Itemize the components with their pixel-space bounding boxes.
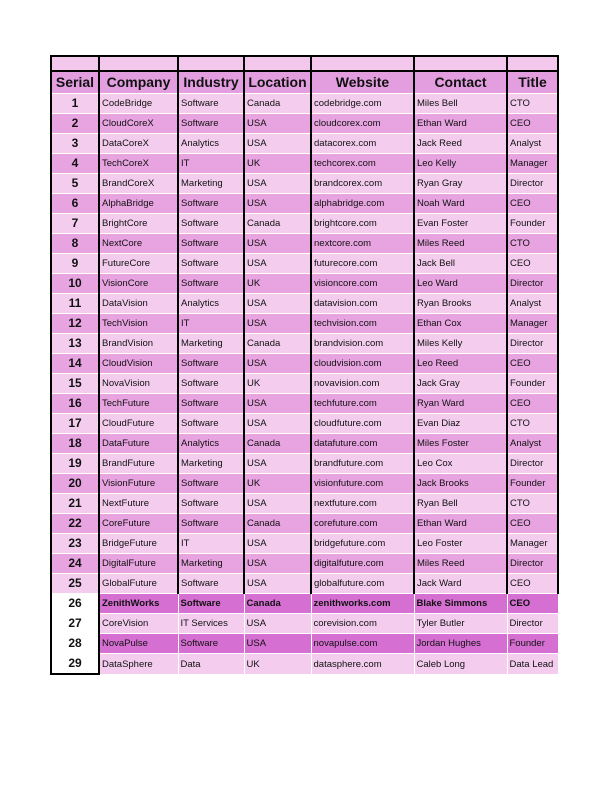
- industry-cell[interactable]: Software: [178, 574, 244, 594]
- header-row: [51, 71, 558, 94]
- website-cell[interactable]: datafuture.com: [311, 434, 414, 454]
- title-cell[interactable]: Founder: [507, 474, 558, 494]
- contact-cell[interactable]: Noah Ward: [414, 194, 507, 214]
- industry-cell[interactable]: Software: [178, 114, 244, 134]
- location-cell[interactable]: USA: [244, 354, 311, 374]
- website-cell[interactable]: brandvision.com: [311, 334, 414, 354]
- industry-cell[interactable]: Software: [178, 474, 244, 494]
- table-row: [51, 194, 558, 214]
- serial-cell[interactable]: 21: [51, 494, 99, 514]
- location-cell[interactable]: USA: [244, 614, 311, 634]
- location-cell[interactable]: USA: [244, 494, 311, 514]
- contact-cell[interactable]: Leo Reed: [414, 354, 507, 374]
- website-cell[interactable]: visionfuture.com: [311, 474, 414, 494]
- serial-cell[interactable]: 16: [51, 394, 99, 414]
- table-row: [51, 554, 558, 574]
- company-cell[interactable]: TechVision: [99, 314, 178, 334]
- contact-cell[interactable]: Evan Diaz: [414, 414, 507, 434]
- title-cell[interactable]: Analyst: [507, 434, 558, 454]
- cell[interactable]: [507, 56, 558, 71]
- contact-cell[interactable]: Jack Bell: [414, 254, 507, 274]
- website-cell[interactable]: datasphere.com: [311, 654, 414, 675]
- industry-cell[interactable]: Marketing: [178, 454, 244, 474]
- website-cell[interactable]: alphabridge.com: [311, 194, 414, 214]
- location-cell[interactable]: Canada: [244, 434, 311, 454]
- table-row: [51, 454, 558, 474]
- table-row: [51, 114, 558, 134]
- company-cell[interactable]: CloudCoreX: [99, 114, 178, 134]
- location-cell[interactable]: Canada: [244, 514, 311, 534]
- company-cell[interactable]: NovaPulse: [99, 634, 178, 654]
- title-cell[interactable]: CTO: [507, 234, 558, 254]
- website-cell[interactable]: futurecore.com: [311, 254, 414, 274]
- website-cell[interactable]: datacorex.com: [311, 134, 414, 154]
- industry-cell[interactable]: Software: [178, 94, 244, 114]
- company-cell[interactable]: GlobalFuture: [99, 574, 178, 594]
- industry-cell[interactable]: Software: [178, 274, 244, 294]
- location-cell[interactable]: USA: [244, 254, 311, 274]
- contact-cell[interactable]: Miles Kelly: [414, 334, 507, 354]
- website-cell[interactable]: novapulse.com: [311, 634, 414, 654]
- location-cell[interactable]: USA: [244, 194, 311, 214]
- contact-cell[interactable]: Evan Foster: [414, 214, 507, 234]
- header-serial[interactable]: Serial: [51, 71, 99, 94]
- website-cell[interactable]: techcorex.com: [311, 154, 414, 174]
- industry-cell[interactable]: Analytics: [178, 434, 244, 454]
- title-cell[interactable]: Founder: [507, 214, 558, 234]
- table-row: [51, 254, 558, 274]
- website-cell[interactable]: techfuture.com: [311, 394, 414, 414]
- website-cell[interactable]: codebridge.com: [311, 94, 414, 114]
- contact-cell[interactable]: Miles Reed: [414, 234, 507, 254]
- table-row: [51, 334, 558, 354]
- industry-cell[interactable]: Software: [178, 254, 244, 274]
- table-row: [51, 474, 558, 494]
- location-cell[interactable]: Canada: [244, 214, 311, 234]
- company-cell[interactable]: DataSphere: [99, 654, 178, 675]
- contact-cell[interactable]: Jack Ward: [414, 574, 507, 594]
- contact-cell[interactable]: Ryan Brooks: [414, 294, 507, 314]
- table-row: [51, 654, 558, 675]
- table-row: [51, 294, 558, 314]
- contact-cell[interactable]: Leo Foster: [414, 534, 507, 554]
- serial-cell[interactable]: 5: [51, 174, 99, 194]
- table-row: [51, 234, 558, 254]
- contact-cell[interactable]: Miles Bell: [414, 94, 507, 114]
- website-cell[interactable]: digitalfuture.com: [311, 554, 414, 574]
- serial-cell[interactable]: 13: [51, 334, 99, 354]
- serial-cell[interactable]: 24: [51, 554, 99, 574]
- industry-cell[interactable]: IT: [178, 154, 244, 174]
- location-cell[interactable]: USA: [244, 454, 311, 474]
- contact-cell[interactable]: Ryan Ward: [414, 394, 507, 414]
- location-cell[interactable]: UK: [244, 654, 311, 675]
- title-cell[interactable]: Data Lead: [507, 654, 558, 675]
- company-cell[interactable]: BrightCore: [99, 214, 178, 234]
- website-cell[interactable]: globalfuture.com: [311, 574, 414, 594]
- company-cell[interactable]: NovaVision: [99, 374, 178, 394]
- contact-cell[interactable]: Miles Reed: [414, 554, 507, 574]
- company-cell[interactable]: CloudFuture: [99, 414, 178, 434]
- table-row: [51, 94, 558, 114]
- company-cell[interactable]: DataCoreX: [99, 134, 178, 154]
- website-cell[interactable]: brandcorex.com: [311, 174, 414, 194]
- serial-cell[interactable]: 15: [51, 374, 99, 394]
- location-cell[interactable]: USA: [244, 394, 311, 414]
- website-cell[interactable]: corevision.com: [311, 614, 414, 634]
- serial-cell[interactable]: 7: [51, 214, 99, 234]
- company-cell[interactable]: CodeBridge: [99, 94, 178, 114]
- industry-cell[interactable]: Software: [178, 414, 244, 434]
- industry-cell[interactable]: Marketing: [178, 554, 244, 574]
- table-row: [51, 514, 558, 534]
- title-cell[interactable]: CEO: [507, 114, 558, 134]
- company-cell[interactable]: BrandFuture: [99, 454, 178, 474]
- table-row: [51, 434, 558, 454]
- table-row: [51, 134, 558, 154]
- title-cell[interactable]: Director: [507, 454, 558, 474]
- contact-cell[interactable]: Leo Ward: [414, 274, 507, 294]
- contact-cell[interactable]: Leo Kelly: [414, 154, 507, 174]
- title-cell[interactable]: CEO: [507, 194, 558, 214]
- company-cell[interactable]: BrandVision: [99, 334, 178, 354]
- contact-cell[interactable]: Ethan Ward: [414, 114, 507, 134]
- serial-cell[interactable]: 20: [51, 474, 99, 494]
- title-cell[interactable]: CTO: [507, 494, 558, 514]
- serial-cell[interactable]: 12: [51, 314, 99, 334]
- serial-cell[interactable]: 17: [51, 414, 99, 434]
- industry-cell[interactable]: Software: [178, 394, 244, 414]
- company-cell[interactable]: BrandCoreX: [99, 174, 178, 194]
- table-row: [51, 274, 558, 294]
- contact-cell[interactable]: Ryan Bell: [414, 494, 507, 514]
- location-cell[interactable]: Canada: [244, 594, 311, 614]
- contact-cell[interactable]: Jordan Hughes: [414, 634, 507, 654]
- location-cell[interactable]: USA: [244, 114, 311, 134]
- company-cell[interactable]: NextCore: [99, 234, 178, 254]
- cell[interactable]: [99, 56, 178, 71]
- industry-cell[interactable]: Analytics: [178, 294, 244, 314]
- title-cell[interactable]: Director: [507, 554, 558, 574]
- industry-cell[interactable]: Software: [178, 374, 244, 394]
- contact-cell[interactable]: Ryan Gray: [414, 174, 507, 194]
- website-cell[interactable]: corefuture.com: [311, 514, 414, 534]
- title-cell[interactable]: CEO: [507, 514, 558, 534]
- contact-cell[interactable]: Caleb Long: [414, 654, 507, 675]
- cell[interactable]: [178, 56, 244, 71]
- industry-cell[interactable]: Analytics: [178, 134, 244, 154]
- company-cell[interactable]: VisionCore: [99, 274, 178, 294]
- serial-cell[interactable]: 10: [51, 274, 99, 294]
- serial-cell[interactable]: 23: [51, 534, 99, 554]
- industry-cell[interactable]: Software: [178, 214, 244, 234]
- contact-cell[interactable]: Miles Foster: [414, 434, 507, 454]
- industry-cell[interactable]: Software: [178, 194, 244, 214]
- cell[interactable]: [414, 56, 507, 71]
- header-industry[interactable]: Industry: [178, 71, 244, 94]
- contact-cell[interactable]: Tyler Butler: [414, 614, 507, 634]
- company-cell[interactable]: VisionFuture: [99, 474, 178, 494]
- title-cell[interactable]: Founder: [507, 634, 558, 654]
- cell[interactable]: [244, 56, 311, 71]
- title-cell[interactable]: CTO: [507, 94, 558, 114]
- location-cell[interactable]: USA: [244, 414, 311, 434]
- serial-cell[interactable]: 11: [51, 294, 99, 314]
- table-row: [51, 534, 558, 554]
- industry-cell[interactable]: Software: [178, 234, 244, 254]
- title-cell[interactable]: Director: [507, 334, 558, 354]
- table-row: [51, 574, 558, 594]
- website-cell[interactable]: visioncore.com: [311, 274, 414, 294]
- company-cell[interactable]: ZenithWorks: [99, 594, 178, 614]
- location-cell[interactable]: UK: [244, 374, 311, 394]
- contact-cell[interactable]: Ethan Ward: [414, 514, 507, 534]
- title-cell[interactable]: CEO: [507, 594, 558, 614]
- industry-cell[interactable]: Software: [178, 494, 244, 514]
- website-cell[interactable]: brightcore.com: [311, 214, 414, 234]
- industry-cell[interactable]: Software: [178, 594, 244, 614]
- location-cell[interactable]: USA: [244, 554, 311, 574]
- website-cell[interactable]: cloudvision.com: [311, 354, 414, 374]
- location-cell[interactable]: UK: [244, 274, 311, 294]
- table-row: [51, 214, 558, 234]
- industry-cell[interactable]: Software: [178, 634, 244, 654]
- company-cell[interactable]: DataFuture: [99, 434, 178, 454]
- website-cell[interactable]: nextcore.com: [311, 234, 414, 254]
- spreadsheet-table: [50, 55, 559, 675]
- header-title[interactable]: Title: [507, 71, 558, 94]
- serial-cell[interactable]: 27: [51, 614, 99, 634]
- serial-cell[interactable]: 3: [51, 134, 99, 154]
- title-cell[interactable]: CEO: [507, 354, 558, 374]
- table-row: [51, 354, 558, 374]
- location-cell[interactable]: USA: [244, 634, 311, 654]
- location-cell[interactable]: USA: [244, 574, 311, 594]
- serial-cell[interactable]: 6: [51, 194, 99, 214]
- company-cell[interactable]: FutureCore: [99, 254, 178, 274]
- serial-cell[interactable]: 28: [51, 634, 99, 654]
- table-row: [51, 614, 558, 634]
- company-cell[interactable]: TechCoreX: [99, 154, 178, 174]
- website-cell[interactable]: datavision.com: [311, 294, 414, 314]
- contact-cell[interactable]: Leo Cox: [414, 454, 507, 474]
- table-row: [51, 174, 558, 194]
- location-cell[interactable]: USA: [244, 314, 311, 334]
- industry-cell[interactable]: IT Services: [178, 614, 244, 634]
- company-cell[interactable]: NextFuture: [99, 494, 178, 514]
- title-cell[interactable]: Manager: [507, 154, 558, 174]
- serial-cell[interactable]: 26: [51, 594, 99, 614]
- contact-cell[interactable]: Jack Gray: [414, 374, 507, 394]
- title-cell[interactable]: Founder: [507, 374, 558, 394]
- industry-cell[interactable]: Software: [178, 514, 244, 534]
- industry-cell[interactable]: Marketing: [178, 174, 244, 194]
- serial-cell[interactable]: 25: [51, 574, 99, 594]
- serial-cell[interactable]: 8: [51, 234, 99, 254]
- industry-cell[interactable]: IT: [178, 314, 244, 334]
- serial-cell[interactable]: 18: [51, 434, 99, 454]
- table-row: [51, 494, 558, 514]
- serial-cell[interactable]: 14: [51, 354, 99, 374]
- location-cell[interactable]: USA: [244, 234, 311, 254]
- title-cell[interactable]: CEO: [507, 394, 558, 414]
- serial-cell[interactable]: 29: [51, 654, 99, 675]
- company-cell[interactable]: CoreVision: [99, 614, 178, 634]
- title-cell[interactable]: CEO: [507, 254, 558, 274]
- serial-cell[interactable]: 9: [51, 254, 99, 274]
- company-cell[interactable]: BridgeFuture: [99, 534, 178, 554]
- website-cell[interactable]: bridgefuture.com: [311, 534, 414, 554]
- company-cell[interactable]: CloudVision: [99, 354, 178, 374]
- contact-cell[interactable]: Ethan Cox: [414, 314, 507, 334]
- title-cell[interactable]: CEO: [507, 574, 558, 594]
- cell[interactable]: [311, 56, 414, 71]
- location-cell[interactable]: USA: [244, 294, 311, 314]
- industry-cell[interactable]: Software: [178, 354, 244, 374]
- serial-cell[interactable]: 22: [51, 514, 99, 534]
- industry-cell[interactable]: IT: [178, 534, 244, 554]
- website-cell[interactable]: nextfuture.com: [311, 494, 414, 514]
- website-cell[interactable]: cloudcorex.com: [311, 114, 414, 134]
- location-cell[interactable]: USA: [244, 534, 311, 554]
- header-website[interactable]: Website: [311, 71, 414, 94]
- table-row: [51, 154, 558, 174]
- location-cell[interactable]: UK: [244, 474, 311, 494]
- industry-cell[interactable]: Data: [178, 654, 244, 675]
- industry-cell[interactable]: Marketing: [178, 334, 244, 354]
- website-cell[interactable]: zenithworks.com: [311, 594, 414, 614]
- table-row: [51, 314, 558, 334]
- serial-cell[interactable]: 2: [51, 114, 99, 134]
- header-contact[interactable]: Contact: [414, 71, 507, 94]
- contact-cell[interactable]: Blake Simmons: [414, 594, 507, 614]
- location-cell[interactable]: Canada: [244, 334, 311, 354]
- title-cell[interactable]: Manager: [507, 534, 558, 554]
- header-location[interactable]: Location: [244, 71, 311, 94]
- title-cell[interactable]: CTO: [507, 414, 558, 434]
- title-cell[interactable]: Director: [507, 174, 558, 194]
- company-cell[interactable]: DataVision: [99, 294, 178, 314]
- location-cell[interactable]: Canada: [244, 94, 311, 114]
- location-cell[interactable]: UK: [244, 154, 311, 174]
- company-cell[interactable]: TechFuture: [99, 394, 178, 414]
- serial-cell[interactable]: 19: [51, 454, 99, 474]
- location-cell[interactable]: USA: [244, 134, 311, 154]
- contact-cell[interactable]: Jack Reed: [414, 134, 507, 154]
- website-cell[interactable]: techvision.com: [311, 314, 414, 334]
- location-cell[interactable]: USA: [244, 174, 311, 194]
- website-cell[interactable]: cloudfuture.com: [311, 414, 414, 434]
- cell[interactable]: [51, 56, 99, 71]
- contact-cell[interactable]: Jack Brooks: [414, 474, 507, 494]
- title-cell[interactable]: Director: [507, 274, 558, 294]
- company-cell[interactable]: AlphaBridge: [99, 194, 178, 214]
- title-cell[interactable]: Director: [507, 614, 558, 634]
- empty-top-row: [51, 56, 558, 71]
- header-company[interactable]: Company: [99, 71, 178, 94]
- serial-cell[interactable]: 1: [51, 94, 99, 114]
- title-cell[interactable]: Manager: [507, 314, 558, 334]
- title-cell[interactable]: Analyst: [507, 294, 558, 314]
- website-cell[interactable]: novavision.com: [311, 374, 414, 394]
- table-row: [51, 374, 558, 394]
- company-cell[interactable]: DigitalFuture: [99, 554, 178, 574]
- website-cell[interactable]: brandfuture.com: [311, 454, 414, 474]
- table-row: [51, 394, 558, 414]
- table-row: [51, 594, 558, 614]
- serial-cell[interactable]: 4: [51, 154, 99, 174]
- table-row: [51, 634, 558, 654]
- title-cell[interactable]: Analyst: [507, 134, 558, 154]
- company-cell[interactable]: CoreFuture: [99, 514, 178, 534]
- table-row: [51, 414, 558, 434]
